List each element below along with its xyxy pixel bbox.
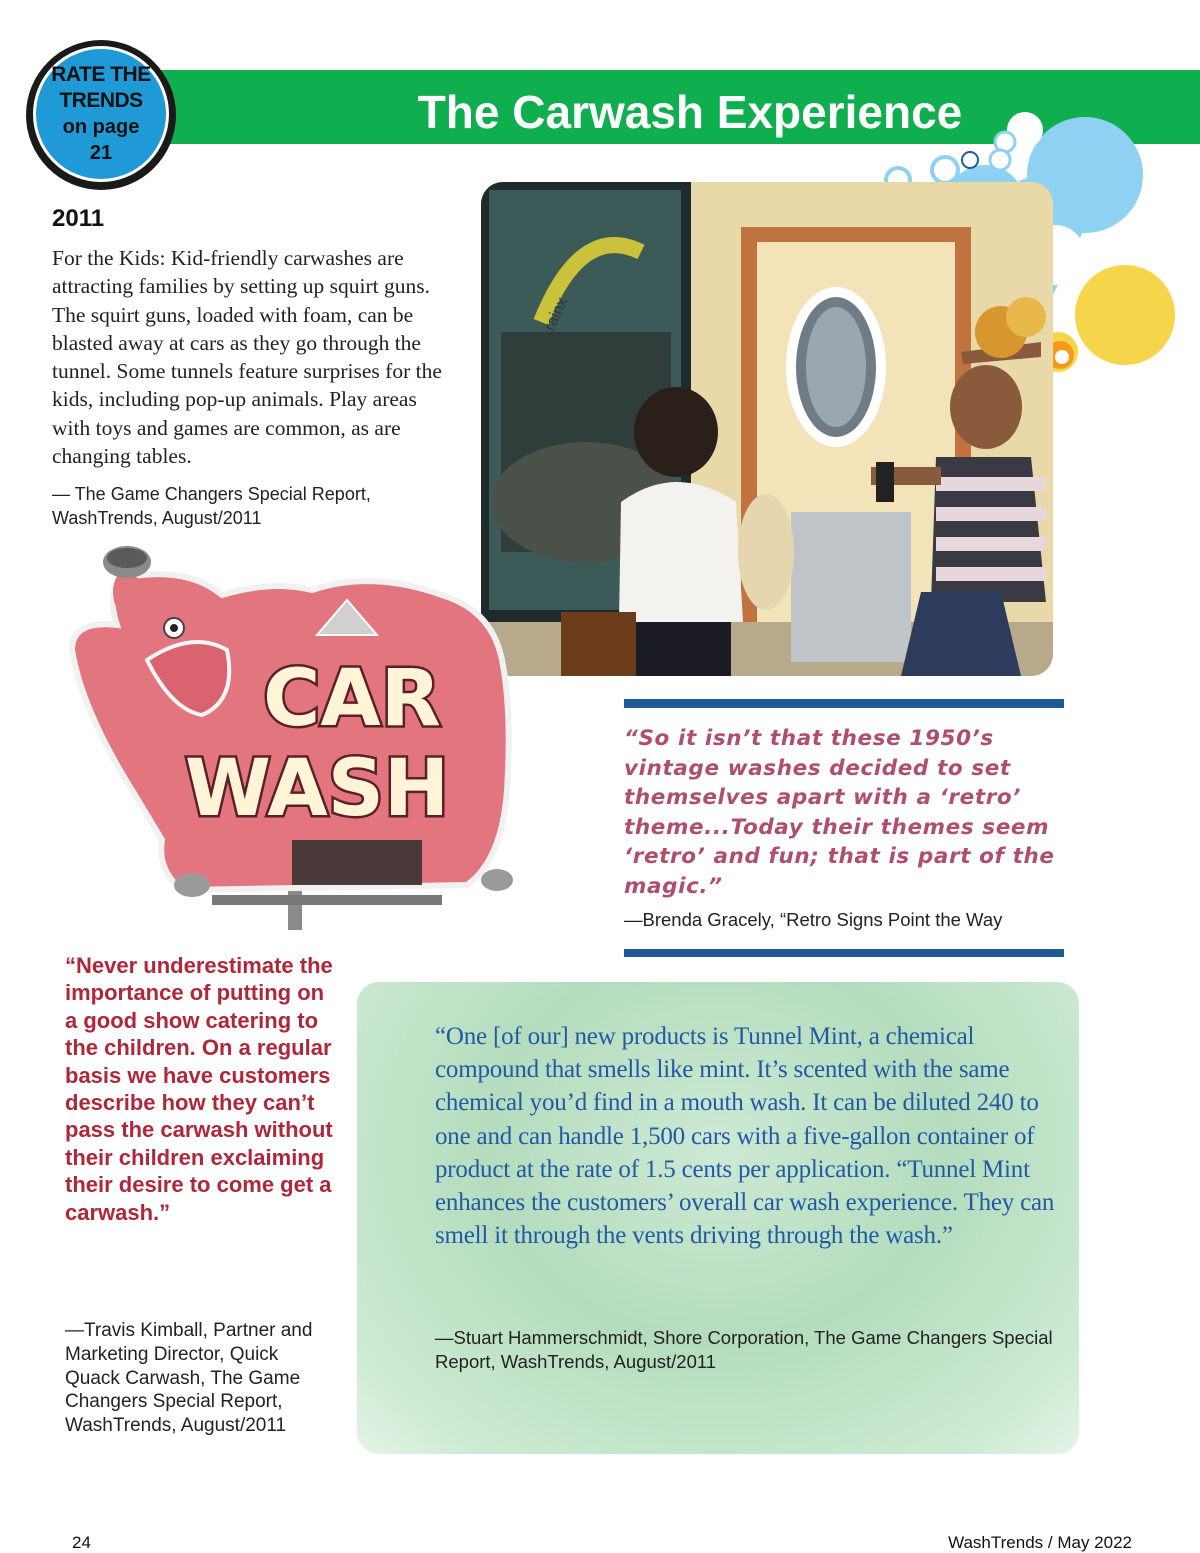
badge-line-2: TRENDS <box>59 89 143 112</box>
kids-article-text: For the Kids: Kid-friendly carwashes are attracting families by setting up squirt guns. The squirt guns, loaded with foam, can be blasted away at cars as they go through the tunnel. Some tunnels feature surprises for the kids, including pop-up animals. Play areas with toys and games are common, as are changing tables. <box>52 246 442 469</box>
footer-publication: WashTrends / May 2022 <box>948 1533 1132 1552</box>
kimball-quote-source: —Travis Kimball, Partner and Marketing Director, Quick Quack Carwash, The Game Changers Special Report, WashTrends, August/2011 <box>65 1320 313 1437</box>
sign-wash-text: WASH <box>184 744 450 834</box>
page-number: 24 <box>72 1533 91 1552</box>
retro-pull-quote: “So it isn’t that these 1950’s vintage washes decided to set themselves apart with a ‘retro’ theme...Today their themes seem ‘retro’ and fun; that is part of the magic.” <box>624 726 1055 899</box>
sign-car-text: CAR <box>263 654 441 744</box>
badge-line-1: RATE THE <box>51 63 151 86</box>
carwash-viewing-window-photo <box>481 182 1053 676</box>
retro-pull-quote-source: —Brenda Gracely, “Retro Signs Point the Way <box>624 909 1003 930</box>
elephant-carwash-sign <box>62 540 542 930</box>
rate-trends-badge[interactable] <box>33 46 169 182</box>
year-heading: 2011 <box>52 205 105 232</box>
pull-quote-bottom-rule <box>624 949 1064 957</box>
page-title: The Carwash Experience <box>417 86 963 138</box>
kimball-quote: “Never underestimate the importance of putting on a good show catering to the children. On a regular basis we have customers describe how they can’t pass the carwash without their children exclaiming their desire to come get a carwash.” <box>65 953 333 1225</box>
badge-line-4: 21 <box>89 142 113 164</box>
tunnel-mint-quote: “One [of our] new products is Tunnel Mint, a chemical compound that smells like mint. It’s scented with the same chemical you’d find in a mouth wash. It can be diluted 240 to one and can handle 1,500 cars with a five-gallon container of product at the rate of 1.5 cents per application. “Tunnel Mint enhances the customers’ overall car wash experience. They can smell it through the vents driving through the wash.” <box>435 1023 1055 1250</box>
badge-line-3: on page <box>62 116 140 138</box>
photo-sign-text: rainx <box>541 295 572 334</box>
pull-quote-top-rule <box>624 699 1064 708</box>
kids-article-source: — The Game Changers Special Report, WashTrends, August/2011 <box>52 484 371 528</box>
tunnel-mint-quote-source: —Stuart Hammerschmidt, Shore Corporation, The Game Changers Special Report, WashTrends, August/2011 <box>435 1327 1053 1372</box>
